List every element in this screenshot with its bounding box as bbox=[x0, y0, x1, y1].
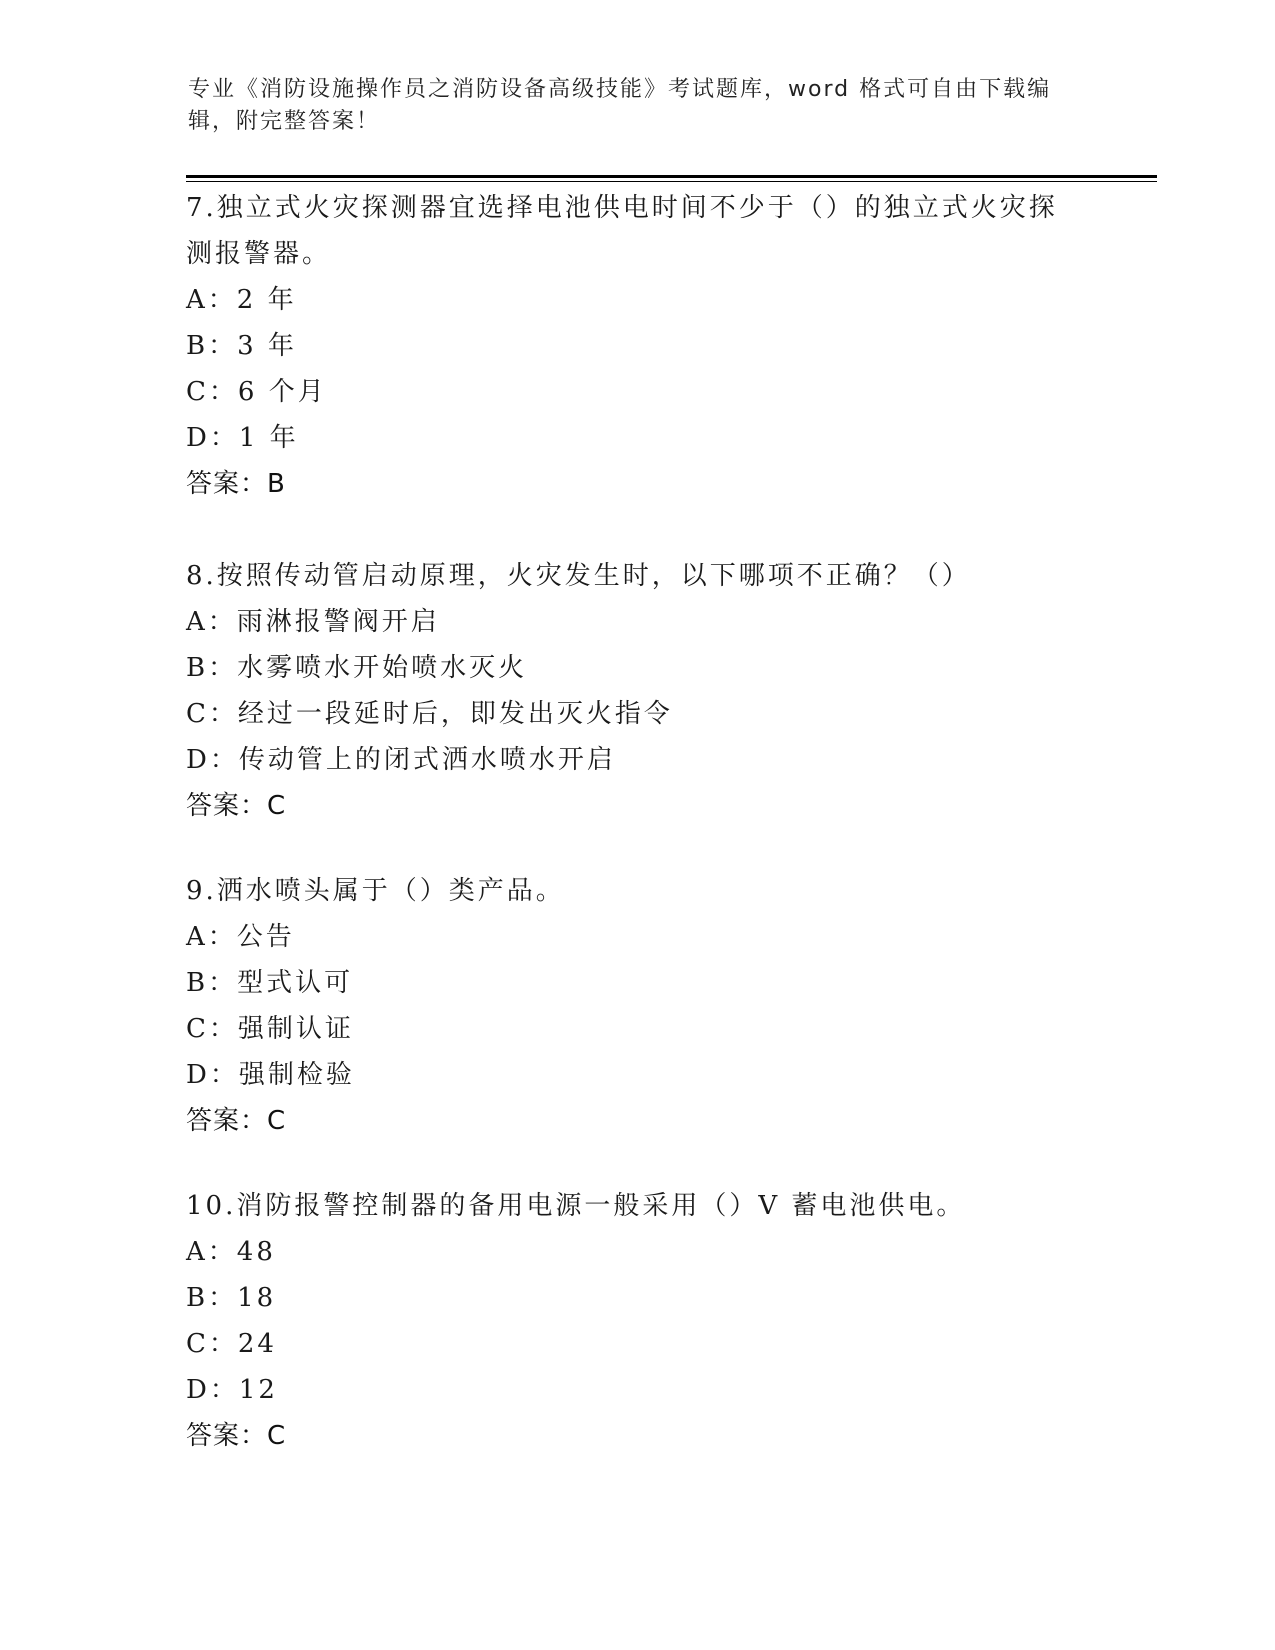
option-b: B：水雾喷水开始喷水灭火 bbox=[186, 653, 528, 683]
option-a: A：2 年 bbox=[186, 285, 297, 315]
option-c: C：6 个月 bbox=[186, 377, 327, 407]
question-7 bbox=[186, 185, 1086, 507]
option-a: A：雨淋报警阀开启 bbox=[186, 607, 440, 637]
option-d: D：12 bbox=[186, 1375, 278, 1405]
header-line-2: 辑，附完整答案！ bbox=[188, 109, 381, 134]
question-text: 9.洒水喷头属于（）类产品。 bbox=[186, 876, 565, 906]
header-divider-thin bbox=[186, 181, 1157, 182]
question-10 bbox=[186, 1183, 1086, 1459]
option-a: A：48 bbox=[186, 1237, 276, 1267]
answer: 答案：B bbox=[186, 469, 286, 499]
option-d: D：强制检验 bbox=[186, 1060, 355, 1090]
question-8 bbox=[186, 553, 1086, 829]
option-c: C：经过一段延时后，即发出灭火指令 bbox=[186, 699, 673, 729]
option-b: B：18 bbox=[186, 1283, 277, 1313]
option-a: A：公告 bbox=[186, 922, 295, 952]
header-divider-thick bbox=[186, 175, 1157, 178]
option-b: B：型式认可 bbox=[186, 968, 354, 998]
answer: 答案：C bbox=[186, 1106, 287, 1136]
option-c: C：强制认证 bbox=[186, 1014, 354, 1044]
question-text-cont: 测报警器。 bbox=[186, 239, 332, 269]
answer: 答案：C bbox=[186, 1421, 287, 1451]
question-text: 7.独立式火灾探测器宜选择电池供电时间不少于（）的独立式火灾探 bbox=[186, 193, 1058, 223]
document-header bbox=[188, 74, 1068, 138]
option-d: D：1 年 bbox=[186, 423, 299, 453]
header-line-1: 专业《消防设施操作员之消防设备高级技能》考试题库，word 格式可自由下载编 bbox=[188, 77, 1052, 102]
question-text: 10.消防报警控制器的备用电源一般采用（）V 蓄电池供电。 bbox=[186, 1191, 966, 1221]
question-text: 8.按照传动管启动原理，火灾发生时，以下哪项不正确？（） bbox=[186, 561, 971, 591]
option-b: B：3 年 bbox=[186, 331, 297, 361]
option-c: C：24 bbox=[186, 1329, 277, 1359]
answer: 答案：C bbox=[186, 791, 287, 821]
option-d: D：传动管上的闭式洒水喷水开启 bbox=[186, 745, 616, 775]
question-9 bbox=[186, 868, 1086, 1144]
